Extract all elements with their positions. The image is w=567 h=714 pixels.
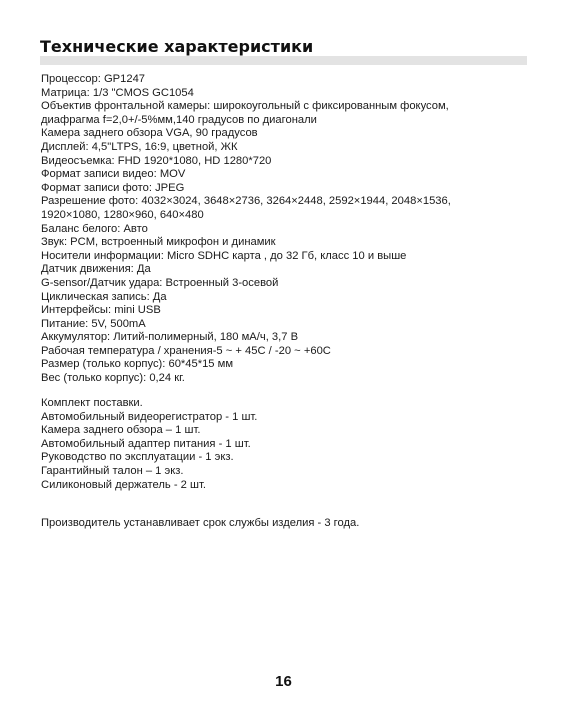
spec-line: Формат записи видео: MOV (41, 168, 186, 181)
spec-line: Питание: 5V, 500mA (41, 317, 146, 330)
spec-line: 1920×1080, 1280×960, 640×480 (41, 208, 204, 221)
spec-line: Вес (только корпус): 0,24 кг. (41, 372, 185, 385)
spec-line: Носители информации: Micro SDHC карта , до 32 Гб, класс 10 и выше (41, 249, 407, 262)
spec-line: диафрагма f=2,0+/-5%мм,140 градусов по диагонали (41, 113, 317, 126)
spec-line: Матрица: 1/3 "CMOS GC1054 (41, 86, 194, 99)
specifications-list (41, 73, 521, 386)
package-item: Автомобильный видеорегистратор - 1 шт. (41, 410, 258, 423)
package-item: Камера заднего обзора – 1 шт. (41, 424, 201, 437)
spec-line: Процессор: GP1247 (41, 73, 146, 85)
spec-line: G-sensor/Датчик удара: Встроенный 3-осевой (41, 276, 279, 289)
package-item: Руководство по эксплуатации - 1 экз. (41, 451, 234, 464)
spec-line: Камера заднего обзора VGA, 90 градусов (41, 127, 258, 140)
service-life-note: Производитель устанавливает срок службы изделия - 3 года. (41, 517, 360, 529)
package-contents-heading: Комплект поставки. (41, 397, 143, 409)
package-contents-list (41, 397, 521, 492)
spec-line: Дисплей: 4,5"LTPS, 16:9, цветной, ЖК (41, 140, 238, 153)
spec-line: Баланс белого: Авто (41, 222, 148, 235)
package-item: Автомобильный адаптер питания - 1 шт. (41, 437, 251, 450)
spec-line: Размер (только корпус): 60*45*15 мм (41, 358, 234, 371)
spec-line: Видеосъемка: FHD 1920*1080, HD 1280*720 (41, 154, 272, 167)
package-item: Силиконовый держатель - 2 шт. (41, 478, 206, 491)
section-header (40, 33, 527, 65)
spec-line: Аккумулятор: Литий-полимерный, 180 мА/ч, 3,7 В (41, 331, 299, 344)
spec-line: Звук: PCM, встроенный микрофон и динамик (41, 236, 276, 249)
title-underline-bar (40, 56, 527, 65)
spec-line: Датчик движения: Да (41, 263, 151, 276)
spec-line: Рабочая температура / хранения-5 ~ + 45С / -20 ~ +60С (41, 344, 331, 357)
page-title: Технические характеристики (40, 37, 314, 56)
spec-line: Интерфейсы: mini USB (41, 304, 161, 317)
spec-line: Формат записи фото: JPEG (41, 181, 185, 194)
package-item: Гарантийный талон – 1 экз. (41, 464, 184, 477)
page-number: 16 (275, 673, 292, 690)
spec-line: Циклическая запись: Да (41, 290, 167, 303)
spec-line: Разрешение фото: 4032×3024, 3648×2736, 3264×2448, 2592×1944, 2048×1536, (41, 195, 451, 208)
spec-line: Объектив фронтальной камеры: широкоугольный с фиксированным фокусом, (41, 100, 449, 113)
